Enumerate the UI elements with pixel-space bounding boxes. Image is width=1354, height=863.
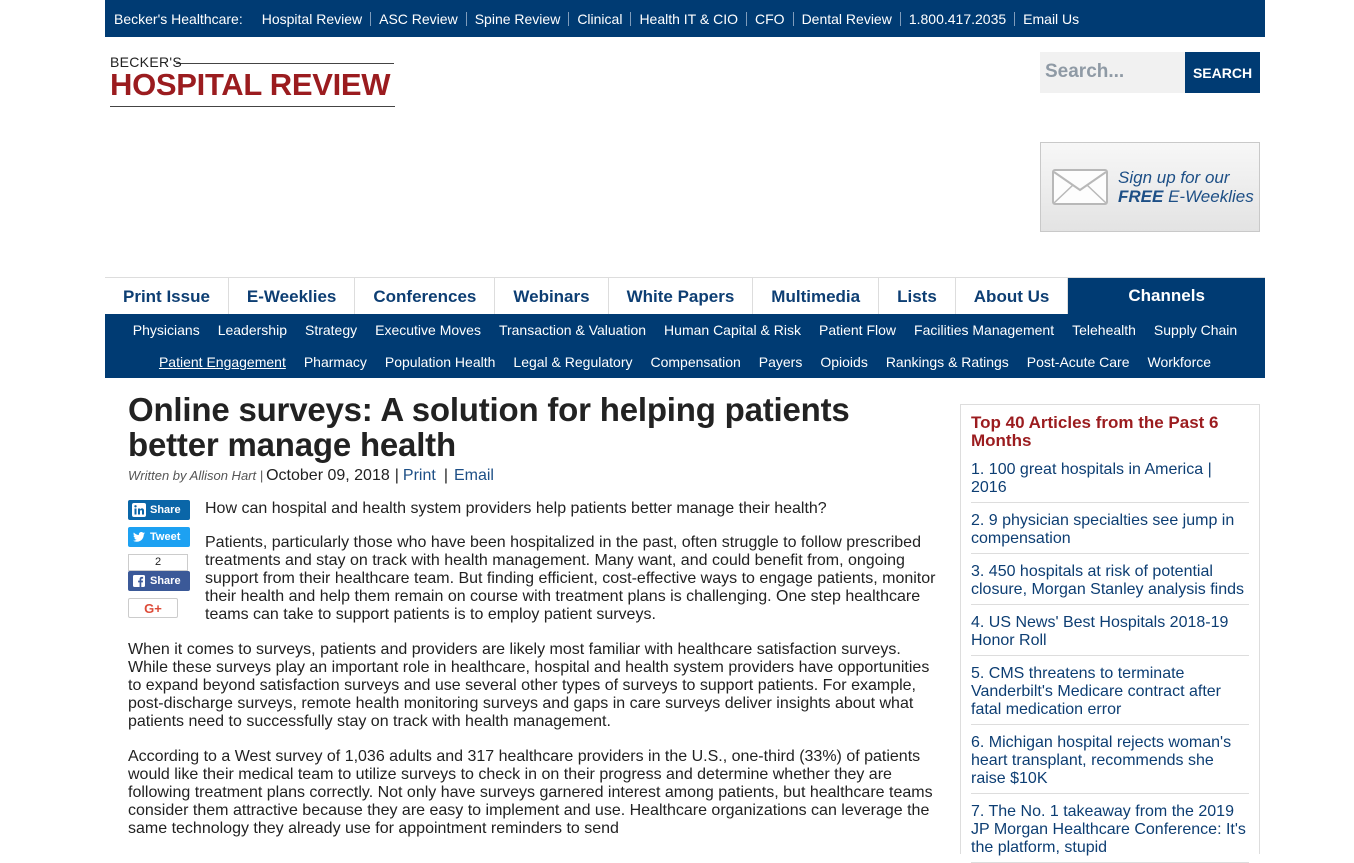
channel-patient-engagement[interactable]: Patient Engagement xyxy=(158,354,286,370)
channel-opioids[interactable]: Opioids xyxy=(820,354,868,370)
google-plus-icon: G+ xyxy=(144,600,162,616)
channel-executive-moves[interactable]: Executive Moves xyxy=(375,322,481,338)
article-paragraph: When it comes to surveys, patients and providers are likely most familiar with healthcare satisfaction surveys. While these surveys play an important role in healthcare, hospital and health system providers have opportunities to expand beyond satisfaction surveys and use several other types of surveys to support patients. For example, post-discharge surveys, remote health monitoring surveys and gaps in care surveys deliver insights about what patients need to successfully stay on track with health management. xyxy=(128,641,930,730)
top-articles-list xyxy=(971,458,1249,863)
tweet-button[interactable] xyxy=(128,527,190,547)
nav-print-issue[interactable]: Print Issue xyxy=(105,278,229,315)
article-date: October 09, 2018 xyxy=(266,467,390,484)
channel-workforce[interactable]: Workforce xyxy=(1147,354,1212,370)
facebook-icon xyxy=(128,575,150,587)
network-links xyxy=(254,12,1087,26)
link-dental-review[interactable]: Dental Review xyxy=(793,12,900,26)
google-plus-button[interactable] xyxy=(128,598,178,618)
eweeklies-line2: E-Weeklies xyxy=(1163,187,1254,206)
nav-conferences[interactable]: Conferences xyxy=(355,278,495,315)
top-article-item[interactable]: 1. 100 great hospitals in America | 2016 xyxy=(971,458,1249,503)
channel-human-capital-risk[interactable]: Human Capital & Risk xyxy=(664,322,801,338)
facebook-share-count: 2 xyxy=(128,554,188,571)
link-health-it-cio[interactable]: Health IT & CIO xyxy=(630,12,746,26)
link-clinical[interactable]: Clinical xyxy=(568,12,630,26)
logo-title: HOSPITAL REVIEW xyxy=(110,67,391,102)
nav-multimedia[interactable]: Multimedia xyxy=(753,278,879,315)
top-bar xyxy=(105,0,1265,37)
subnav-row-2 xyxy=(105,346,1265,378)
channel-post-acute-care[interactable]: Post-Acute Care xyxy=(1026,354,1130,370)
facebook-share-label: Share xyxy=(150,575,181,587)
link-cfo[interactable]: CFO xyxy=(746,12,793,26)
article-paragraph: Patients, particularly those who have been hospitalized in the past, often struggle to follow prescribed treatments and stay on track with health management. Many want, and could benefit from, ongoing support from their healthcare team. But finding efficient, cost-effective ways to engage patients, monitor their health and help them remain on course with treatment plans is challenging. One step healthcare teams can take to support patients is to employ patient surveys. xyxy=(205,534,936,623)
top-article-item[interactable]: 6. Michigan hospital rejects woman's heart transplant, recommends she raise $10K xyxy=(971,731,1249,794)
eweeklies-free: FREE xyxy=(1118,187,1164,206)
channel-rankings-ratings[interactable]: Rankings & Ratings xyxy=(885,354,1009,370)
channel-payers[interactable]: Payers xyxy=(758,354,803,370)
nav-webinars[interactable]: Webinars xyxy=(495,278,608,315)
channel-compensation[interactable]: Compensation xyxy=(650,354,741,370)
print-link[interactable]: Print xyxy=(402,467,436,484)
channel-transaction-valuation[interactable]: Transaction & Valuation xyxy=(498,322,647,338)
email-link[interactable]: Email xyxy=(453,467,494,484)
top-article-item[interactable]: 7. The No. 1 takeaway from the 2019 JP Morgan Healthcare Conference: It's the platform, stupid xyxy=(971,800,1249,863)
nav-e-weeklies[interactable]: E-Weeklies xyxy=(229,278,355,315)
article-byline xyxy=(128,467,940,485)
envelope-icon xyxy=(1052,169,1108,205)
linkedin-icon xyxy=(128,503,150,517)
channel-strategy[interactable]: Strategy xyxy=(304,322,358,338)
link-phone[interactable]: 1.800.417.2035 xyxy=(900,12,1014,26)
link-hospital-review[interactable]: Hospital Review xyxy=(261,10,363,27)
facebook-share-button[interactable] xyxy=(128,571,190,591)
channels-subnav xyxy=(105,314,1265,378)
search-input[interactable]: Search... xyxy=(1040,52,1185,93)
channel-pharmacy[interactable]: Pharmacy xyxy=(303,354,367,370)
byline-separator-2: | xyxy=(443,467,448,484)
article-header xyxy=(128,392,940,485)
eweeklies-text xyxy=(1118,168,1254,206)
tweet-label: Tweet xyxy=(150,531,181,543)
sidebar-title: Top 40 Articles from the Past 6 Months xyxy=(971,413,1219,450)
nav-white-papers[interactable]: White Papers xyxy=(609,278,754,315)
subnav-row-1 xyxy=(105,314,1265,346)
linkedin-share-button[interactable] xyxy=(128,500,190,520)
top-article-item[interactable]: 4. US News' Best Hospitals 2018-19 Honor Roll xyxy=(971,611,1249,656)
top-article-item[interactable]: 3. 450 hospitals at risk of potential closure, Morgan Stanley analysis finds xyxy=(971,560,1249,605)
main-nav xyxy=(105,277,1265,314)
linkedin-share-label: Share xyxy=(150,504,181,516)
top-articles-sidebar xyxy=(960,404,1260,854)
search-button[interactable]: SEARCH xyxy=(1185,52,1260,93)
channel-leadership[interactable]: Leadership xyxy=(217,322,287,338)
link-spine-review[interactable]: Spine Review xyxy=(466,12,569,26)
nav-channels[interactable]: Channels xyxy=(1068,278,1265,314)
article-title: Online surveys: A solution for helping patients better manage health xyxy=(128,391,850,463)
channel-legal-regulatory[interactable]: Legal & Regulatory xyxy=(513,354,633,370)
logo-rule xyxy=(176,63,394,64)
article-author: Written by Allison Hart | xyxy=(128,468,264,483)
site-logo[interactable] xyxy=(110,55,396,107)
channel-patient-flow[interactable]: Patient Flow xyxy=(818,322,897,338)
logo-underline xyxy=(110,106,395,107)
channel-supply-chain[interactable]: Supply Chain xyxy=(1153,322,1238,338)
article-paragraph: How can hospital and health system providers help patients better manage their health? xyxy=(205,500,827,517)
link-email-us[interactable]: Email Us xyxy=(1014,12,1087,26)
share-buttons xyxy=(128,500,190,618)
network-label: Becker's Healthcare: xyxy=(114,10,243,27)
logo-beckers: BECKER'S xyxy=(110,54,182,70)
top-article-item[interactable]: 2. 9 physician specialties see jump in compensation xyxy=(971,509,1249,554)
article-body xyxy=(128,500,940,855)
top-article-item[interactable]: 5. CMS threatens to terminate Vanderbilt's Medicare contract after fatal medication error xyxy=(971,662,1249,725)
byline-separator: | xyxy=(394,467,399,484)
nav-about-us[interactable]: About Us xyxy=(956,278,1069,315)
twitter-icon xyxy=(128,532,150,542)
channel-facilities-management[interactable]: Facilities Management xyxy=(914,322,1055,338)
channel-telehealth[interactable]: Telehealth xyxy=(1072,322,1136,338)
channel-population-health[interactable]: Population Health xyxy=(384,354,496,370)
eweeklies-signup[interactable] xyxy=(1040,142,1260,232)
search-bar xyxy=(1040,52,1260,93)
nav-lists[interactable]: Lists xyxy=(879,278,956,315)
link-asc-review[interactable]: ASC Review xyxy=(370,12,466,26)
eweeklies-line1: Sign up for our xyxy=(1118,168,1230,187)
article-paragraph: According to a West survey of 1,036 adults and 317 healthcare providers in the U.S., one-third (33%) of patients would like their medical team to utilize surveys to check in on their progress and determine whether they are following treatment plans correctly. Not only have surveys garnered interest among patients, but healthcare teams consider them attractive because they are easy to implement and use. Healthcare organizations can leverage the same technology they already use for appointment reminders to send xyxy=(128,748,933,837)
channel-physicians[interactable]: Physicians xyxy=(132,322,200,338)
